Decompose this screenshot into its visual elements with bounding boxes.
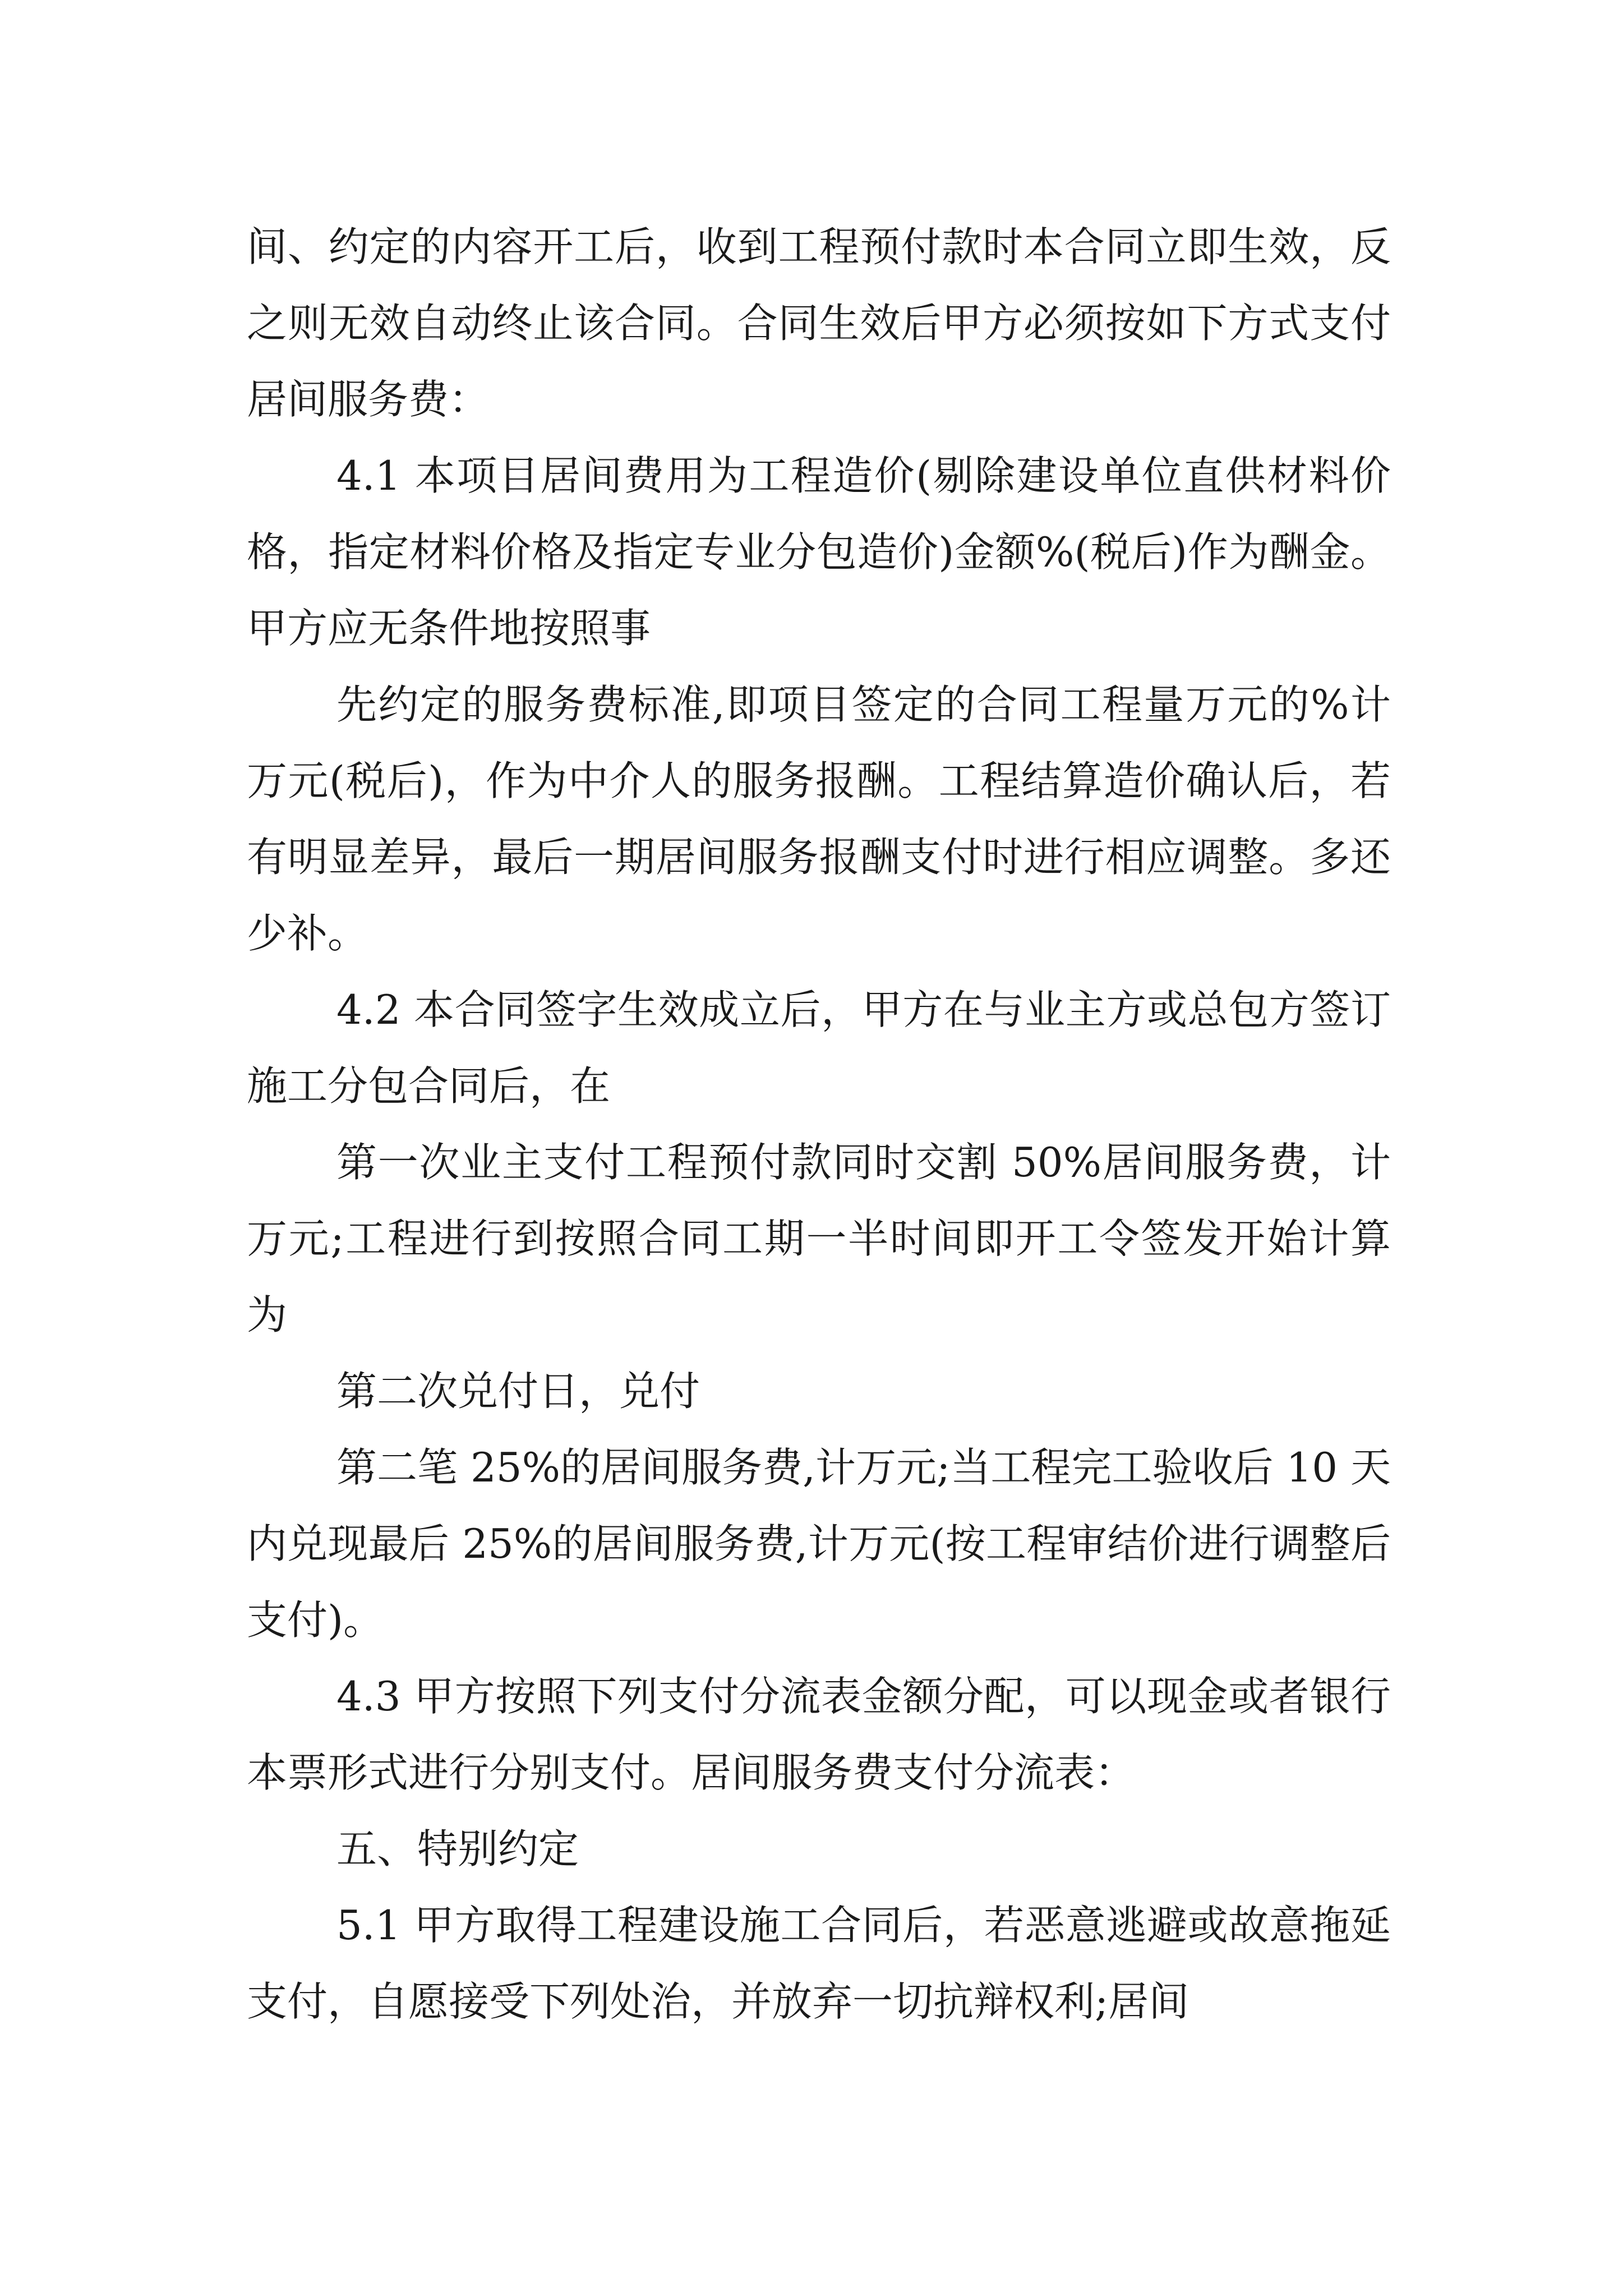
paragraph-service-fee-standard: 先约定的服务费标准,即项目签定的合同工程量万元的%计万元(税后)，作为中介人的服务报酬。工程结算造价确认后，若有明显差异，最后一期居间服务报酬支付时进行相应调整。多还少补。 [247,681,1391,957]
paragraph-clause-5-1: 5.1 甲方取得工程建设施工合同后，若恶意逃避或故意拖延支付，自愿接受下列处治，并放弃一切抗辩权利;居间 [247,1902,1391,2025]
paragraph-second-third-payment: 第二笔 25%的居间服务费,计万元;当工程完工验收后 10 天内兑现最后 25%的居间服务费,计万元(按工程审结价进行调整后支付)。 [247,1444,1391,1644]
section-heading-special-terms: 五、特别约定 [336,1825,579,1872]
paragraph-contract-effective: 间、约定的内容开工后，收到工程预付款时本合同立即生效，反之则无效自动终止该合同。合同生效后甲方必须按如下方式支付居间服务费： [247,223,1391,423]
paragraph-first-payment: 第一次业主支付工程预付款同时交割 50%居间服务费，计万元;工程进行到按照合同工期一半时间即开工令签发开始计算为 [247,1139,1391,1338]
paragraph-clause-4-2: 4.2 本合同签字生效成立后，甲方在与业主方或总包方签订施工分包合同后，在 [247,986,1391,1110]
paragraph-clause-4-3: 4.3 甲方按照下列支付分流表金额分配，可以现金或者银行本票形式进行分别支付。居间服务费支付分流表： [247,1673,1391,1796]
contract-body-text [247,209,1391,2040]
paragraph-clause-4-1: 4.1 本项目居间费用为工程造价(剔除建设单位直供材料价格，指定材料价格及指定专业分包造价)金额%(税后)作为酬金。甲方应无条件地按照事 [247,452,1391,652]
paragraph-second-payment-date: 第二次兑付日，兑付 [336,1368,700,1415]
